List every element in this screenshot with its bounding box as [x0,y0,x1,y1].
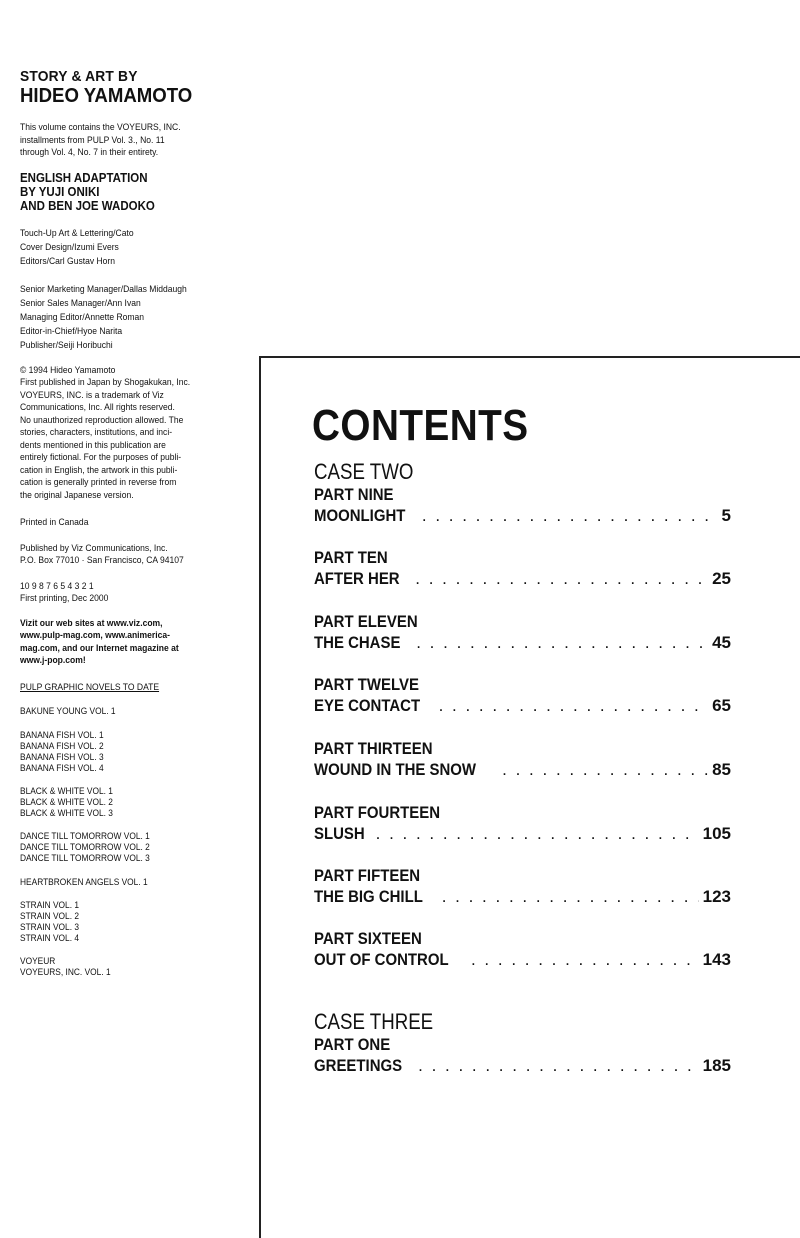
toc-entry-part-ten[interactable]: PART TEN AFTER HER . . . 25 [314,547,731,590]
list-item: DANCE TILL TOMORROW VOL. 3 [20,853,150,864]
printed-in: Printed in Canada [20,517,89,528]
list-item: BLACK & WHITE VOL. 3 [20,808,113,819]
page-number: 5 [721,506,731,525]
list-item: BLACK & WHITE VOL. 1 [20,786,113,797]
adaptation-credit: ENGLISH ADAPTATION BY YUJI ONIKI AND BEN JOE WADOKO [20,170,155,213]
toc-entry-part-one[interactable]: PART ONE GREETINGS . . . 185 [314,1034,731,1077]
case-three-heading: CASE THREE [314,1009,434,1034]
toc-entry-part-sixteen[interactable]: PART SIXTEEN OUT OF CONTROL . . . 143 [314,928,731,971]
volume-note: This volume contains the VOYEURS, INC. installments from PULP Vol. 3., No. 11 through Vol. 4, No. 7 in their entirety. [20,122,181,158]
publisher-address: Published by Viz Communications, Inc. P.O. Box 77010 · San Francisco, CA 94107 [20,542,184,566]
web-sites-note: Vizit our web sites at www.viz.com, www.pulp-mag.com, www.animerica- mag.com, and our Internet magazine at www.j-pop.com! [20,617,179,666]
page-number: 105 [702,824,731,843]
toc-entry-part-nine[interactable]: PART NINE MOONLIGHT . . . 5 [314,484,731,527]
author-name: HIDEO YAMAMOTO [20,85,193,107]
novels-list [20,706,225,978]
case-two-heading: CASE TWO [314,459,414,484]
page-number: 45 [712,633,731,652]
list-item: BANANA FISH VOL. 1 [20,730,104,741]
printing-info: 10 9 8 7 6 5 4 3 2 1 First printing, Dec 2000 [20,580,109,604]
toc-entry-part-eleven[interactable]: PART ELEVEN THE CHASE . . . 45 [314,611,731,654]
page-number: 185 [702,1056,731,1075]
list-item: BANANA FISH VOL. 4 [20,763,104,774]
list-item: HEARTBROKEN ANGELS VOL. 1 [20,877,148,888]
staff-credits: Touch-Up Art & Lettering/Cato Cover Design/Izumi Evers Editors/Carl Gustav Horn [20,227,134,267]
toc-entry-part-thirteen[interactable]: PART THIRTEEN WOUND IN THE SNOW . . . 85 [314,738,731,781]
list-item: STRAIN VOL. 1 [20,900,80,911]
list-item: STRAIN VOL. 3 [20,922,80,933]
contents-title: CONTENTS [312,401,529,450]
list-item: DANCE TILL TOMORROW VOL. 1 [20,831,150,842]
page-number: 143 [702,950,731,969]
page-number: 123 [702,887,731,906]
toc-entry-part-fourteen[interactable]: PART FOURTEEN SLUSH . . . 105 [314,802,731,845]
credits-column [20,68,225,978]
list-item: VOYEUR [20,956,56,967]
list-item: BANANA FISH VOL. 2 [20,741,104,752]
management-credits: Senior Marketing Manager/Dallas Middaugh Senior Sales Manager/Ann Ivan Managing Editor/Annette Roman Editor-in-Chief/Hyoe Narita Publisher/Seiji Horibuchi [20,283,187,351]
novels-heading: PULP GRAPHIC NOVELS TO DATE [20,681,160,693]
page-number: 25 [712,569,731,588]
toc-entry-part-twelve[interactable]: PART TWELVE EYE CONTACT . . . 65 [314,674,731,717]
list-item: STRAIN VOL. 4 [20,933,80,944]
toc-entry-part-fifteen[interactable]: PART FIFTEEN THE BIG CHILL . . . 123 [314,865,731,908]
list-item: BANANA FISH VOL. 3 [20,752,104,763]
list-item: STRAIN VOL. 2 [20,911,80,922]
list-item: DANCE TILL TOMORROW VOL. 2 [20,842,150,853]
copyright-notice: © 1994 Hideo Yamamoto First published in Japan by Shogakukan, Inc. VOYEURS, INC. is a trademark of Viz Communications, Inc. All rights reserved. No unauthorized reproduction allowed. The stories, characters, institutions, and inci- dents mentioned in this publication are entirely fictional. For the purposes of publi- cation in English, the artwork in this publi- cation is generally printed in reverse from the original Japanese version. [20,364,191,501]
list-item: BAKUNE YOUNG VOL. 1 [20,706,116,717]
page-number: 85 [712,760,731,779]
list-item: BLACK & WHITE VOL. 2 [20,797,113,808]
story-art-label: STORY & ART BY [20,68,138,85]
list-item: VOYEURS, INC. VOL. 1 [20,967,111,978]
page-number: 65 [712,696,731,715]
